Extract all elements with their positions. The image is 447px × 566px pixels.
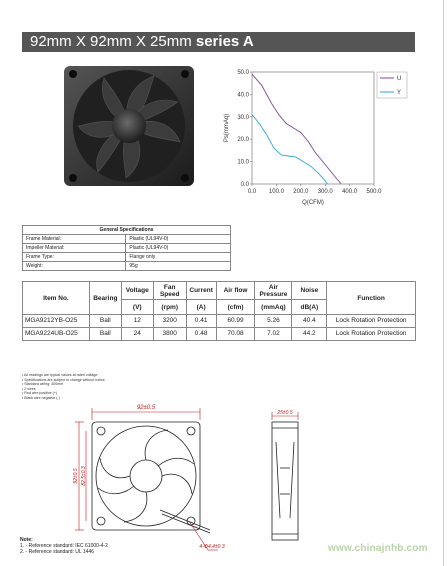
x-tick-label: 100.0 (268, 189, 284, 195)
note-line: • All readings are typical values at rated voltage. (22, 373, 99, 377)
y-tick-label: 10.0 (237, 159, 249, 166)
spec-row (23, 253, 231, 262)
pressure: 5.26 (255, 315, 292, 328)
bearing: Ball (89, 315, 121, 328)
speed: 3800 (153, 328, 186, 341)
legend-box (377, 72, 407, 98)
pressure: 7.02 (255, 328, 292, 341)
noise: 44.2 (292, 328, 327, 341)
voltage: 24 (121, 328, 153, 341)
header-fan-speed: Fan Speed (153, 282, 186, 300)
watermark: www.chinajnhb.com (328, 543, 428, 554)
page-right-border (443, 0, 444, 566)
spec-value: Flange only (126, 253, 231, 262)
x-tick-label: 200.0 (293, 189, 309, 195)
note-line: • Standard wiring: 300mm (22, 382, 64, 387)
series-line-y (252, 115, 328, 184)
function: Lock Rotation Protection (327, 315, 416, 328)
footer-note: 2. - Reference standard: UL 1446 (20, 549, 95, 555)
title-size: 92mm X 92mm X 25mm (30, 33, 196, 50)
bearing: Ball (89, 328, 121, 341)
header-function: Function (327, 282, 416, 315)
note-line: • Black wire negative (-) (22, 395, 60, 400)
title-series: series A (195, 33, 254, 50)
spec-label: Frame Material: (23, 235, 126, 244)
spec-label: Impeller Material: (23, 244, 126, 253)
unit-voltage: (V) (121, 300, 153, 315)
general-specifications-table (22, 225, 231, 271)
width-dimension: 92±0.5 (136, 405, 156, 411)
fan-photo (62, 64, 196, 188)
airflow: 70.08 (216, 328, 255, 341)
header-current: Current (186, 282, 216, 300)
unit-speed: (rpm) (153, 300, 186, 315)
unit-pressure: (mmAq) (255, 300, 292, 315)
spec-label: Weight: (23, 262, 126, 271)
note-line: • 2 wires (22, 386, 36, 391)
note-label: Note: (20, 537, 33, 543)
y-axis-label: Ps(mmAq) (224, 113, 230, 143)
front-view-drawing (70, 400, 225, 560)
spec-row (23, 244, 231, 253)
legend-label-y: Y (397, 90, 402, 96)
plot-area (252, 72, 374, 184)
x-tick-label: 500.0 (366, 189, 382, 195)
title-bar (22, 32, 415, 52)
height-dimension: 92±0.5 (73, 468, 79, 484)
y-tick-label: 40.0 (237, 92, 249, 99)
function: Lock Rotation Protection (327, 328, 416, 341)
page-title (30, 32, 254, 52)
side-view-drawing (262, 408, 308, 548)
model-table (22, 281, 416, 341)
spec-value: Plastic (UL94V-0) (126, 244, 231, 253)
unit-noise: dB(A) (292, 300, 327, 315)
table-row (23, 315, 416, 328)
spec-value: 95g (126, 262, 231, 271)
current: 0.41 (186, 315, 216, 328)
x-axis-label: Q(CFM) (302, 200, 324, 206)
header-air-pressure: Air Pressure (255, 282, 292, 300)
spec-label: Frame Type: (23, 253, 126, 262)
x-tick-label: 400.0 (342, 189, 358, 195)
voltage: 12 (121, 315, 153, 328)
spec-row (23, 262, 231, 271)
note-line: • Specifications are subject to change without notice. (22, 377, 106, 382)
depth-dimension: 25±0.5 (277, 410, 293, 416)
item-no: MGA9224UB-O25 (23, 328, 90, 341)
unit-current: (A) (186, 300, 216, 315)
header-air-flow: Air flow (216, 282, 255, 300)
header-bearing: Bearing (89, 282, 121, 315)
x-tick-label: 0.0 (247, 189, 257, 195)
footer-note: 1. - Reference standard: IEC 61000-4-2 (20, 543, 108, 549)
spec-row (23, 235, 231, 244)
y-tick-label: 20.0 (237, 137, 249, 144)
note-line: • Red wire positive (+) (22, 391, 58, 396)
airflow: 60.99 (216, 315, 255, 328)
x-tick-label: 300.0 (317, 189, 333, 195)
y-tick-label: 30.0 (237, 114, 249, 121)
unit-airflow: (cfm) (216, 300, 255, 315)
header-voltage: Voltage (121, 282, 153, 300)
noise: 40.4 (292, 315, 327, 328)
footer-notes (20, 537, 108, 555)
y-tick-label: 0.0 (240, 182, 249, 188)
speed: 3200 (153, 315, 186, 328)
series-line-u (252, 74, 341, 184)
header-item-no: Item No. (23, 282, 90, 315)
inner-height-dimension: 82.5±0.3 (81, 466, 87, 486)
small-notes (22, 373, 106, 401)
performance-chart (212, 60, 422, 215)
spec-value: Plastic (UL94V-0) (126, 235, 231, 244)
spec-title: General Specifications (23, 226, 231, 235)
legend-label-u: U (397, 76, 402, 82)
header-noise: Noise (292, 282, 327, 300)
y-tick-label: 50.0 (237, 70, 249, 76)
table-row (23, 328, 416, 341)
item-no: MGA9212YB-O25 (23, 315, 90, 328)
hole-dimension: 4-Φ4.4±0.3 (199, 544, 225, 550)
current: 0.48 (186, 328, 216, 341)
